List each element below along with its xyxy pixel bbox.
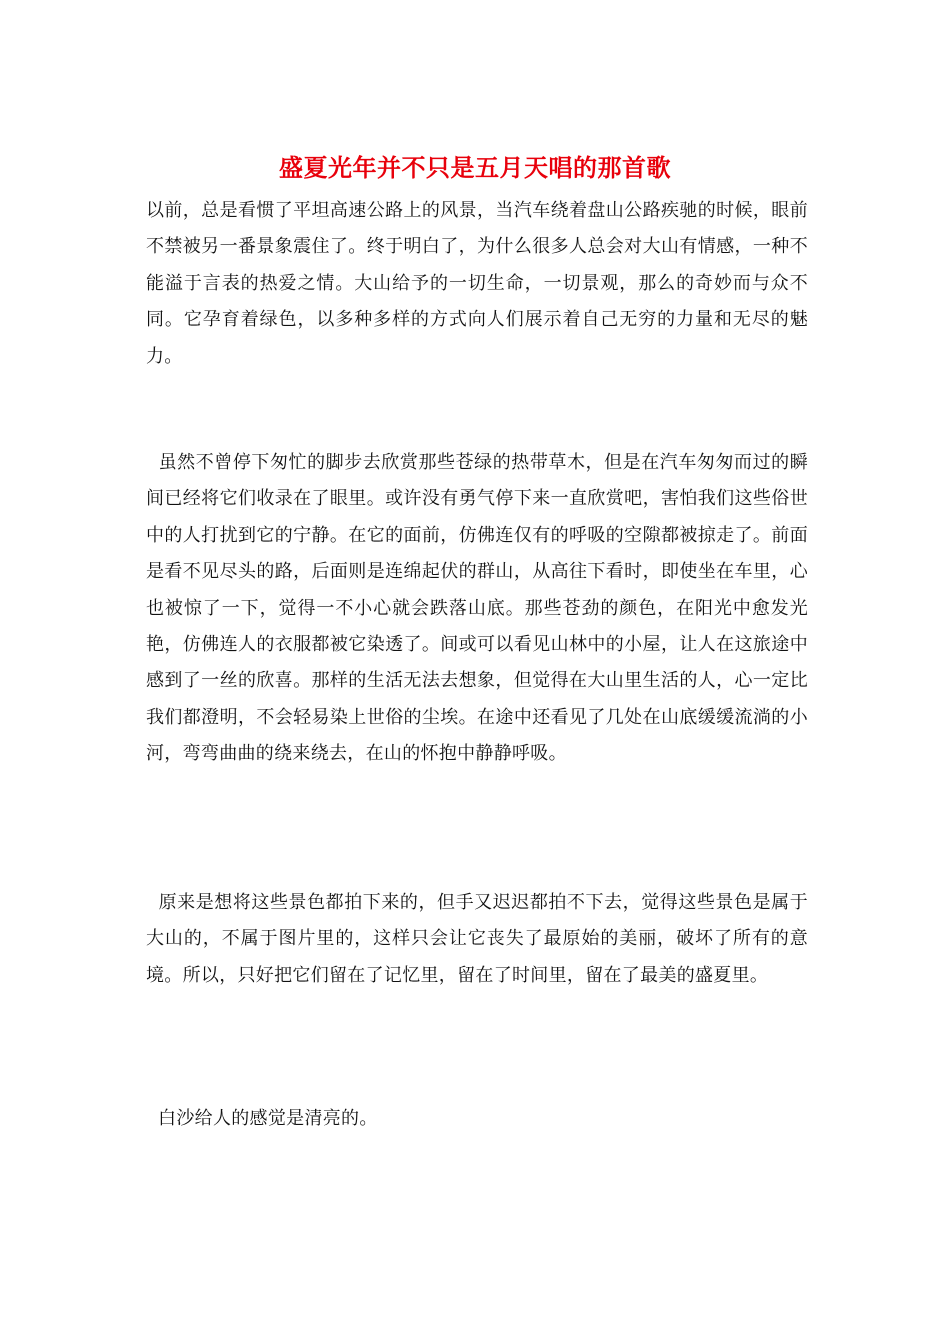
paragraph-1: 以前，总是看惯了平坦高速公路上的风景，当汽车绕着盘山公路疾驰的时候，眼前不禁被另一番景象震住了。终于明白了，为什么很多人总会对大山有情感，一种不能溢于言表的热爱之情。大山给予的一切生命，一切景观，那么的奇妙而与众不同。它孕育着绿色，以多种多样的方式向人们展示着自己无穷的力量和无尽的魅力。 <box>146 200 808 367</box>
paragraph-2: 虽然不曾停下匆忙的脚步去欣赏那些苍绿的热带草木，但是在汽车匆匆而过的瞬间已经将它们收录在了眼里。或许没有勇气停下来一直欣赏吧，害怕我们这些俗世中的人打扰到它的宁静。在它的面前，仿佛连仅有的呼吸的空隙都被掠走了。前面是看不见尽头的路，后面则是连绵起伏的群山，从高往下看时，即使坐在车里，心也被惊了一下，觉得一不小心就会跌落山底。那些苍劲的颜色，在阳光中愈发光艳，仿佛连人的衣服都被它染透了。间或可以看见山林中的小屋，让人在这旅途中感到了一丝的欣喜。那样的生活无法去想象，但觉得在大山里生活的人，心一定比我们都澄明，不会轻易染上世俗的尘埃。在途中还看见了几处在山底缓缓流淌的小河，弯弯曲曲的绕来绕去，在山的怀抱中静静呼吸。 <box>146 452 809 765</box>
document-title: 盛夏光年并不只是五月天唱的那首歌 <box>279 153 671 182</box>
paragraph-4: 白沙给人的感觉是清亮的。 <box>146 1108 378 1129</box>
paragraph-3: 原来是想将这些景色都拍下来的，但手又迟迟都拍不下去，觉得这些景色是属于大山的，不属于图片里的，这样只会让它丧失了最原始的美丽，破坏了所有的意境。所以，只好把它们留在了记忆里，留在了时间里，留在了最美的盛夏里。 <box>146 892 809 986</box>
